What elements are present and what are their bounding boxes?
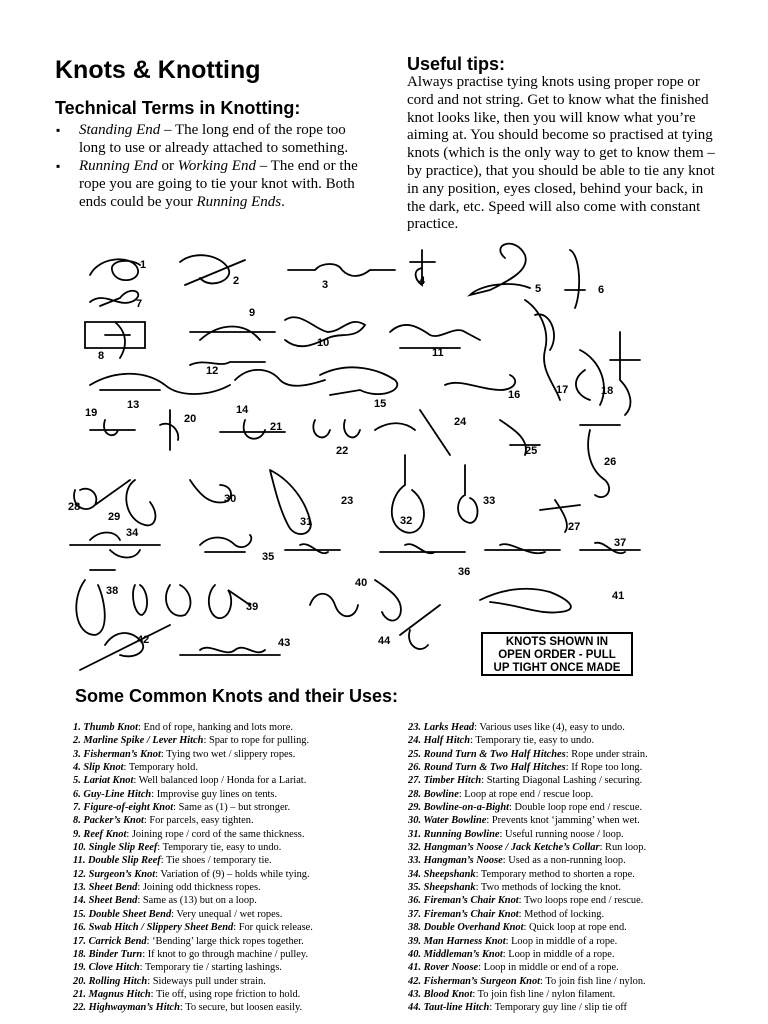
knot-uses-list-left (73, 721, 403, 1015)
knot-use-item (73, 841, 403, 854)
knot-name: 11. Double Slip Reef (73, 855, 161, 867)
knot-name: 10. Single Slip Reef (73, 842, 158, 854)
knot-name: 22. Highwayman’s Hitch (73, 1002, 180, 1014)
knot-use-item (408, 1001, 748, 1014)
common-knots-heading: Some Common Knots and their Uses: (75, 686, 399, 706)
knot-name: 41. Rover Noose (408, 962, 479, 974)
knot-label-40: 40 (355, 577, 368, 589)
knot-label-21: 21 (270, 421, 283, 433)
knot-use: : Well balanced loop / Honda for a Lariat. (133, 775, 307, 787)
knot-name: 42. Fisherman’s Surgeon Knot (408, 975, 541, 987)
knot-use: : Quick loop at rope end. (523, 922, 627, 934)
knot-label-19: 19 (85, 407, 98, 419)
knot-use: : Tie shoes / temporary tie. (160, 855, 272, 867)
knot-label-32: 32 (400, 515, 413, 527)
knot-name: 28. Bowline (408, 788, 459, 800)
term-item-standing-end (55, 121, 365, 157)
knot-name: 7. Figure-of-eight Knot (73, 802, 174, 814)
knot-name: 40. Middleman’s Knot (408, 948, 503, 960)
knot-name: 32. Hangman’s Noose / Jack Ketche’s Collar (408, 842, 600, 854)
knot-use: : End of rope, hanking and lots more. (137, 722, 293, 733)
knot-label-9: 9 (249, 307, 256, 319)
useful-tips-text: Always practise tying knots using proper rope or cord and not string. Get to know what the finished knot looks like, then you will know what you’re aiming at. You should become so practised at tying knots (which is the only way to get to know them – by practice), that you should be able to tie any knot in any position, eyes closed, behind your back, in the dark, etc. Speed will also come with constant practice. (407, 74, 715, 233)
knot-label-18: 18 (601, 385, 614, 397)
knot-use-item (408, 761, 748, 774)
knot-name: 31. Running Bowline (408, 828, 500, 840)
knot-use: : Joining rope / cord of the same thickness. (126, 828, 305, 840)
knot-name: 30. Water Bowline (408, 815, 487, 827)
knot-name: 13. Sheet Bend (73, 882, 138, 894)
knot-use-item (73, 828, 403, 841)
useful-tips-heading: Useful tips: (407, 54, 506, 74)
knot-name: 12. Surgeon’s Knot (73, 868, 156, 880)
knot-use: : For parcels, easy tighten. (143, 815, 254, 827)
knot-use-item (73, 801, 403, 814)
square-bullet-icon: ▪ (56, 159, 61, 173)
knot-use: : Useful running noose / loop. (499, 828, 624, 840)
knot-name: 6. Guy-Line Hitch (73, 788, 152, 800)
knot-use: : Used as a non-running loop. (502, 855, 626, 867)
knot-name: 2. Marline Spike / Lever Hitch (73, 735, 204, 747)
knot-use-item (408, 975, 748, 988)
knot-use: : If knot to go through machine / pulley. (142, 948, 309, 960)
knot-name: 43. Blood Knot (408, 988, 473, 1000)
knot-name: 44. Taut-line Hitch (408, 1002, 490, 1014)
knot-name: 18. Binder Turn (73, 948, 143, 960)
knot-use-item (408, 921, 748, 934)
knot-use: : Various uses like (4), easy to undo. (474, 722, 625, 733)
knot-label-33: 33 (483, 495, 496, 507)
knot-use: : Joining odd thickness ropes. (137, 882, 261, 894)
technical-terms-heading: Technical Terms in Knotting: (55, 98, 301, 118)
knot-label-37: 37 (614, 537, 627, 549)
knots-diagram (60, 240, 660, 680)
knot-label-31: 31 (300, 516, 313, 528)
knot-use: : ‘Bending’ large thick ropes together. (146, 935, 304, 947)
knot-name: 37. Fireman’s Chair Knot (408, 908, 519, 920)
term-end-punct: . (281, 194, 285, 210)
knot-name: 34. Sheepshank (408, 868, 476, 880)
term-name: Standing End (79, 122, 161, 138)
knot-label-5: 5 (535, 283, 542, 295)
knot-use-item (408, 868, 748, 881)
knot-label-43: 43 (278, 637, 291, 649)
term-definition: – The long end of the rope too long to use or already attached to something. (79, 122, 349, 156)
knot-name: 38. Double Overhand Knot (408, 922, 524, 934)
knot-use-item (73, 1001, 403, 1014)
knot-label-34: 34 (126, 527, 139, 539)
knot-use-item (73, 881, 403, 894)
knot-use: : If Rope too long. (565, 762, 643, 774)
knot-use-item (73, 921, 403, 934)
knot-name: 9. Reef Knot (73, 828, 127, 840)
knot-use-item (408, 881, 748, 894)
knot-label-36: 36 (458, 566, 471, 578)
knot-use: : Same as (13) but on a loop. (137, 895, 257, 907)
knot-name: 39. Man Harness Knot (408, 935, 506, 947)
knot-label-8: 8 (98, 350, 105, 362)
knot-drawings (70, 244, 640, 670)
knot-use: : Temporary hold. (123, 762, 198, 774)
knot-use-item (408, 841, 748, 854)
knot-use: : Method of locking. (518, 908, 605, 920)
knot-use: : Starting Diagonal Lashing / securing. (481, 775, 643, 787)
knot-label-27: 27 (568, 521, 581, 533)
knot-use-item (408, 734, 748, 747)
knot-label-28: 28 (68, 501, 81, 513)
knot-name: 35. Sheepshank (408, 882, 476, 894)
knot-use: : Tying two wet / slippery ropes. (160, 748, 296, 760)
knots-note-box (481, 632, 633, 676)
knot-label-17: 17 (556, 384, 569, 396)
knot-use-item (408, 788, 748, 801)
knot-label-3: 3 (322, 279, 329, 291)
knot-use-item (408, 854, 748, 867)
knot-label-26: 26 (604, 456, 617, 468)
knot-label-23: 23 (341, 495, 354, 507)
knot-use: : Tie off, using rope friction to hold. (150, 988, 301, 1000)
knot-name: 1. Thumb Knot (73, 722, 138, 733)
knot-label-12: 12 (206, 365, 219, 377)
knot-use-item (408, 948, 748, 961)
knot-label-29: 29 (108, 511, 121, 523)
knot-use: : Prevents knot ‘jamming’ when wet. (486, 815, 640, 827)
knot-use: : Two loops rope end / rescue. (518, 895, 644, 907)
knot-use-item (73, 961, 403, 974)
knot-use: : Temporary tie, easy to undo. (470, 735, 595, 747)
knot-name: 14. Sheet Bend (73, 895, 138, 907)
knot-name: 8. Packer’s Knot (73, 815, 144, 827)
knot-label-44: 44 (378, 635, 391, 647)
square-bullet-icon: ▪ (56, 123, 61, 137)
note-line: KNOTS SHOWN IN (505, 636, 609, 648)
knot-label-38: 38 (106, 585, 119, 597)
knot-name: 17. Carrick Bend (73, 935, 147, 947)
knot-use: : Sideways pull under strain. (147, 975, 266, 987)
knot-label-16: 16 (508, 389, 521, 401)
knot-use-item (73, 721, 403, 734)
knot-label-22: 22 (336, 445, 349, 457)
knot-name: 21. Magnus Hitch (73, 988, 151, 1000)
knot-name: 36. Fireman’s Chair Knot (408, 895, 519, 907)
knot-label-39: 39 (246, 601, 259, 613)
knot-name: 27. Timber Hitch (408, 775, 482, 787)
knot-use: : Very unequal / wet ropes. (171, 908, 283, 920)
knot-label-11: 11 (432, 347, 444, 359)
knot-use-item (73, 734, 403, 747)
knot-use-item (408, 721, 748, 734)
knot-label-30: 30 (224, 493, 237, 505)
knot-use-item (408, 801, 748, 814)
knot-use: : Improvise guy lines on tents. (151, 788, 278, 800)
term-name-alt: Working End (177, 158, 256, 174)
knot-label-25: 25 (525, 445, 538, 457)
knot-use-item (73, 908, 403, 921)
knot-name: 23. Larks Head (408, 722, 475, 733)
knot-use-item (408, 894, 748, 907)
knot-use: : Temporary guy line / slip tie off (489, 1002, 628, 1014)
knot-label-4: 4 (419, 275, 426, 287)
knot-label-13: 13 (127, 399, 140, 411)
knot-label-2: 2 (233, 275, 240, 287)
knot-use-item (408, 774, 748, 787)
knot-use-item (408, 988, 748, 1001)
page-title: Knots & Knotting (55, 56, 261, 84)
knot-use-item (408, 908, 748, 921)
knot-label-6: 6 (598, 284, 605, 296)
knot-use: : Loop in middle or end of a rope. (478, 962, 619, 974)
knot-uses-list-right (408, 721, 748, 1015)
knot-name: 24. Half Hitch (408, 735, 471, 747)
knot-use: : Same as (1) – but stronger. (173, 802, 291, 814)
knot-use: : Spar to rope for pulling. (203, 735, 310, 747)
knot-use-item (73, 948, 403, 961)
knot-use-item (73, 748, 403, 761)
knot-use: : Double loop rope end / rescue. (509, 802, 643, 814)
knot-use: : Loop in middle of a rope. (505, 935, 618, 947)
knot-name: 33. Hangman’s Noose (408, 855, 503, 867)
technical-terms-list (55, 121, 365, 211)
knot-name: 29. Bowline-on-a-Bight (408, 802, 510, 814)
knot-label-35: 35 (262, 551, 275, 563)
knot-use: : Temporary tie / starting lashings. (139, 962, 282, 974)
knot-use-item (73, 894, 403, 907)
knot-use: : Loop in middle of a rope. (502, 948, 615, 960)
term-name-plural: Running Ends (196, 194, 282, 210)
knot-use-item (73, 935, 403, 948)
knot-use-item (73, 854, 403, 867)
knot-label-42: 42 (137, 634, 150, 646)
knot-use-item (408, 814, 748, 827)
knot-use: : Two methods of locking the knot. (475, 882, 621, 894)
knot-use-item (408, 828, 748, 841)
knot-label-20: 20 (184, 413, 197, 425)
knot-use: : Loop at rope end / rescue loop. (458, 788, 594, 800)
knot-name: 5. Lariat Knot (73, 775, 134, 787)
knot-use: : Rope under strain. (565, 748, 648, 760)
knot-use-item (73, 988, 403, 1001)
knot-label-1: 1 (140, 259, 147, 271)
knot-use-item (73, 868, 403, 881)
knot-use-item (408, 935, 748, 948)
knot-use-item (408, 961, 748, 974)
knot-use-item (73, 774, 403, 787)
knot-label-24: 24 (454, 416, 467, 428)
term-definition: – The end or the rope you are going to tie your knot with. Both ends could be your (79, 158, 358, 210)
knot-use-item (408, 748, 748, 761)
knot-label-15: 15 (374, 398, 387, 410)
knot-use: : For quick release. (233, 922, 313, 934)
knot-use: : To secure, but loosen easily. (179, 1002, 303, 1014)
knot-use: : To join fish line / nylon filament. (472, 988, 616, 1000)
knot-use: : To join fish line / nylon. (540, 975, 646, 987)
knot-name: 19. Clove Hitch (73, 962, 140, 974)
knot-use: : Temporary tie, easy to undo. (157, 842, 282, 854)
knot-use: : Variation of (9) – holds while tying. (155, 868, 310, 880)
note-line: UP TIGHT ONCE MADE (493, 662, 621, 674)
knot-use: : Run loop. (599, 842, 647, 854)
term-connector: or (157, 158, 178, 174)
knot-name: 25. Round Turn & Two Half Hitches (408, 748, 566, 760)
term-name: Running End (79, 158, 158, 174)
knot-label-10: 10 (317, 337, 330, 349)
knot-name: 3. Fisherman’s Knot (73, 748, 161, 760)
knot-use-item (73, 814, 403, 827)
knot-name: 4. Slip Knot (73, 762, 124, 774)
knot-use-item (73, 788, 403, 801)
knot-use-item (73, 761, 403, 774)
knot-label-14: 14 (236, 404, 249, 416)
knot-label-41: 41 (612, 590, 625, 602)
knot-use: : Temporary method to shorten a rope. (475, 868, 635, 880)
knot-name: 15. Double Sheet Bend (73, 908, 172, 920)
knot-name: 26. Round Turn & Two Half Hitches (408, 762, 566, 774)
knot-name: 16. Swab Hitch / Slippery Sheet Bend (73, 922, 234, 934)
knot-label-7: 7 (136, 298, 143, 310)
knot-use-item (73, 975, 403, 988)
term-item-running-end (55, 157, 365, 211)
knot-name: 20. Rolling Hitch (73, 975, 148, 987)
note-line: OPEN ORDER - PULL (498, 649, 616, 661)
